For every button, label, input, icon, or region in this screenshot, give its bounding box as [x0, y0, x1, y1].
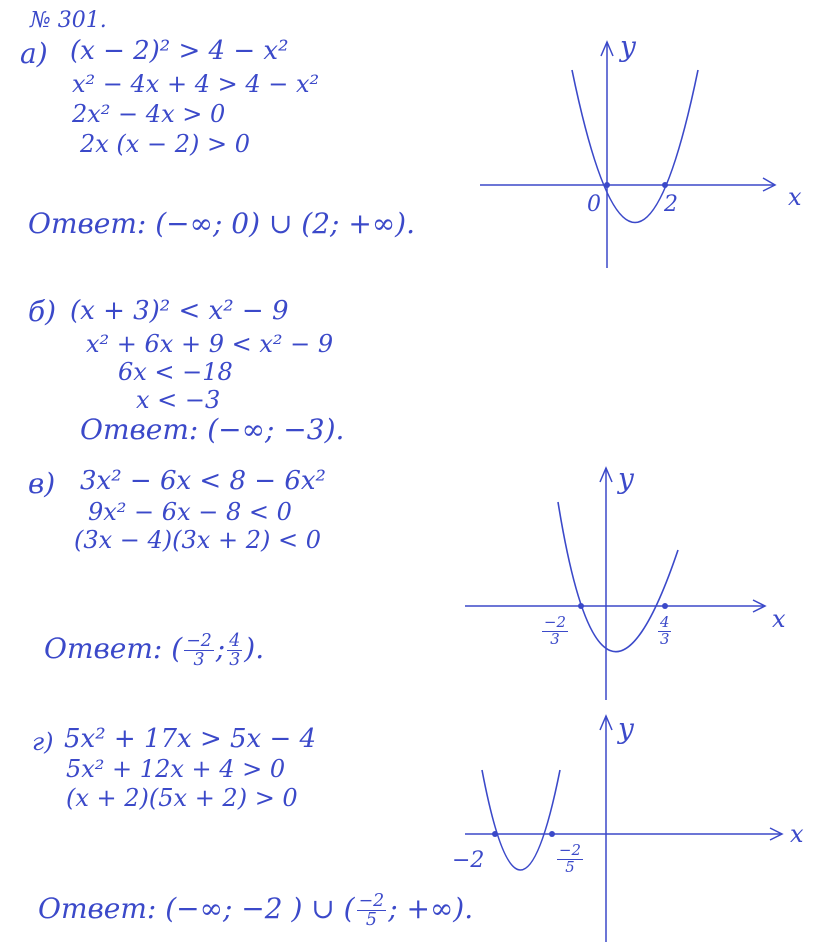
- part-v-left-root-label: [540, 615, 570, 647]
- part-v-answer: [44, 632, 264, 669]
- part-a-answer: Ответ: (−∞; 0) ∪ (2; +∞).: [28, 207, 415, 240]
- part-b-answer: Ответ: (−∞; −3).: [80, 413, 345, 446]
- part-g-line-1: 5x² + 17x > 5x − 4: [64, 724, 317, 754]
- part-v-line-1: 3x² − 6x < 8 − 6x²: [80, 466, 326, 496]
- part-g-label: г): [32, 728, 54, 756]
- part-a-line-3: 2x² − 4x > 0: [72, 100, 226, 128]
- part-g-graph: [460, 710, 800, 946]
- frac-numerator: −2: [186, 631, 212, 651]
- part-b-line-4: x < −3: [136, 386, 221, 414]
- part-v-answer-frac-2: [227, 632, 242, 669]
- problem-number: № 301.: [30, 8, 107, 33]
- part-b-label: б): [28, 295, 57, 328]
- part-g-y-label: y: [618, 712, 634, 745]
- part-v-answer-sep: ;: [215, 632, 226, 666]
- left-root-frac: [542, 615, 568, 647]
- part-g-left-root-label: −2: [452, 848, 485, 873]
- root-point-right: [549, 831, 555, 837]
- frac-denominator: 3: [193, 650, 205, 671]
- part-a-label: а): [20, 37, 48, 70]
- frac-denominator: 5: [365, 910, 377, 931]
- part-a-x-label: x: [788, 183, 802, 211]
- part-a-line-1: (x − 2)² > 4 − x²: [70, 36, 289, 66]
- part-a-root-label: 2: [664, 192, 678, 217]
- part-a-graph: [470, 30, 810, 280]
- part-a-line-4: 2x (x − 2) > 0: [80, 130, 250, 158]
- frac-numerator: −2: [559, 841, 581, 859]
- root-point-left: [492, 831, 498, 837]
- frac-numerator: 4: [229, 631, 241, 651]
- root-point-left: [578, 603, 584, 609]
- part-g-line-3: (x + 2)(5x + 2) > 0: [66, 784, 298, 812]
- part-v-right-root-label: [656, 615, 673, 647]
- part-g-line-2: 5x² + 12x + 4 > 0: [66, 755, 286, 783]
- frac-denominator: 5: [565, 857, 575, 876]
- part-v-graph: [460, 460, 780, 710]
- frac-denominator: 3: [229, 650, 241, 671]
- root-point-2: [662, 182, 668, 188]
- part-a-line-2: x² − 4x + 4 > 4 − x²: [72, 70, 320, 98]
- frac-numerator: −2: [358, 891, 385, 911]
- frac-denominator: 3: [660, 629, 670, 648]
- parabola-curve: [482, 770, 560, 870]
- part-g-right-root-label: [555, 843, 585, 875]
- part-v-line-3: (3x − 4)(3x + 2) < 0: [74, 526, 321, 554]
- part-v-y-label: y: [618, 462, 634, 495]
- right-root-frac: [557, 843, 583, 875]
- part-a-y-label: y: [620, 30, 636, 63]
- part-g-answer-suffix: ; +∞).: [388, 892, 474, 926]
- root-point-right: [662, 603, 668, 609]
- part-v-x-label: x: [772, 605, 786, 633]
- part-v-answer-suffix: ).: [244, 632, 265, 666]
- part-v-label: в): [28, 467, 56, 500]
- part-v-answer-prefix: Ответ: (: [44, 632, 183, 666]
- part-b-line-3: 6x < −18: [118, 358, 233, 386]
- part-b-line-2: x² + 6x + 9 < x² − 9: [86, 330, 334, 358]
- part-g-answer-prefix: Ответ: (−∞; −2 ) ∪ (: [38, 892, 355, 926]
- part-v-answer-frac-1: [184, 632, 214, 669]
- part-b-line-1: (x + 3)² < x² − 9: [70, 296, 289, 326]
- frac-numerator: −2: [544, 613, 566, 631]
- frac-numerator: 4: [660, 613, 670, 631]
- right-root-frac: [658, 615, 671, 647]
- frac-denominator: 3: [550, 629, 560, 648]
- part-a-origin-label: 0: [587, 192, 601, 217]
- root-point-0: [604, 182, 610, 188]
- part-v-line-2: 9x² − 6x − 8 < 0: [88, 498, 292, 526]
- part-g-answer: [38, 892, 473, 929]
- part-g-x-label: x: [790, 820, 804, 848]
- part-g-answer-frac: [357, 892, 387, 929]
